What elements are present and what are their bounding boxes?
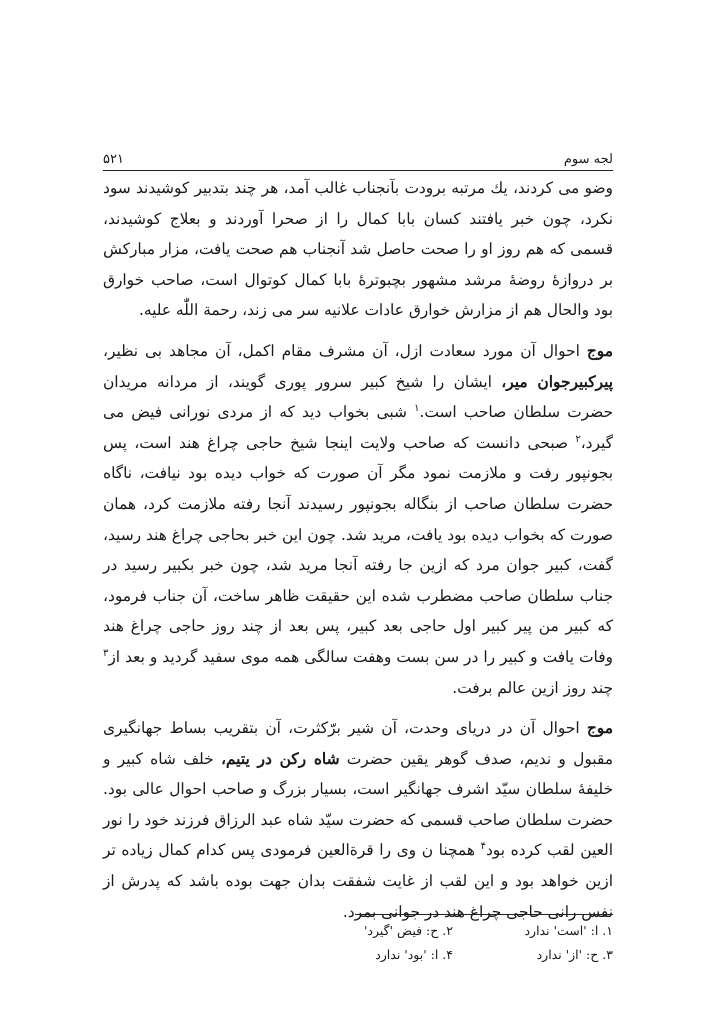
paragraph-text: احوال آن در دریای وحدت، آن شیر برّکثرت، آن بتقریب بساط جهانگیری مقبول و ندیم، صدف گوهر یقین حضرت (103, 719, 613, 768)
footnote-ref: ۳ (103, 647, 109, 659)
paragraph-text: ایشان را شیخ کبیر سرور پوری گویند، از مردانه مریدان حضرت سلطان صاحب است. (103, 372, 613, 422)
person-name: شاه رکن در یتیم، (220, 749, 340, 768)
footnote-4: ۴. ا: 'بود' ندارد (375, 947, 453, 962)
paragraph-3 (103, 713, 613, 927)
footnote-3: ۳. ح: 'از' ندارد (536, 947, 613, 962)
footnote-rule (355, 914, 613, 915)
paragraph-text: همچنا ن وی را قرةالعین فرمودی پس کدام کمال زیاده تر ازین خواهد بود و این لقب از غایت شفقت بدان جهت بوده باشد که پدرش از نفس رانی حاجی چراغ هند در جوانی بمرد. (103, 841, 613, 921)
footnote-1: ۱. ا: 'است' ندارد (524, 923, 613, 938)
page-number: ۵۲۱ (103, 152, 124, 167)
paragraph-lead: موج (586, 719, 613, 738)
paragraph-lead: موج (586, 341, 613, 360)
footnote-ref: ۴ (480, 841, 486, 853)
running-title: لجه سوم (563, 152, 613, 167)
footnote-2: ۲. ح: فیض 'گیرد' (363, 923, 453, 938)
footnote-ref: ۲ (575, 433, 581, 445)
footnote-row (103, 919, 613, 943)
paragraph-text: چند روز ازین عالم برفت. (452, 678, 613, 697)
paragraph-text: شبی بخواب دید که از مردی نورانی فیض می گیرد، (103, 403, 613, 452)
footnote-ref: ۱ (414, 403, 420, 415)
person-name: پیرکبیرجوان میر، (501, 372, 614, 391)
paragraph-text: احوال آن مورد سعادت ازل، آن مشرف مقام اکمل، آن مجاهد بی نظیر، (103, 341, 587, 360)
page-header (103, 145, 613, 171)
paragraph-text: صبحی دانست که صاحب ولایت اینجا شیخ حاجی چراغ هند است، پس بجونپور رفت و ملازمت نمود مگر آن صورت که خواب دیده بود نیافت، ناگاه حضرت سلطان صاحب از بنگاله بجونپور رسیدند آنجا رفته ملازمت کرد، همان صورت که بخواب دیده بود یافت، مرید شد. چون این خبر بحاجی چراغ هند رسید، گفت، کبیر جوان مرد که ازین جا رفته آنجا مرید شد، چون خبر بکبیر رسید در جناب سلطان صاحب مضطرب شده این حقیقت ظاهر ساخت، آن جناب فرمود، که کبیر من پیر کبیر اول حاجی بعد کبیر، پس بعد از چند روز حاجی چراغ هند وفات یافت و کبیر را در سن بست وهفت سالگی همه موی سفید گردید و بعد از (103, 433, 613, 666)
paragraph-2 (103, 336, 613, 703)
paragraph-text: خلف شاه کبیر و خلیفهٔ سلطان سیّد اشرف جهانگیر است، بسیار بزرگ و صاحب احوال عالی بود. حضرت سلطان صاحب قسمی که حضرت سیّد شاه عبد الرزاق فرزند خود را نور العین لقب کرده بود (103, 749, 613, 860)
footnotes (103, 919, 613, 967)
paragraph-1: وضو می کردند، یك مرتبه برودت بآنجناب غالب آمد، هر چند بتدبیر کوشیدند سود نکرد، چون خبر یافتند کسان بابا کمال را از صحرا آوردند و بعلاج کوشیدند، قسمی که هم روز او را صحت حاصل شد آنجناب هم صحت یافت، مزار مبارکش بر دروازهٔ روضهٔ مرشد مشهور بچبوترهٔ بابا کمال کوتوال است، صاحب خوارق بود والحال هم از مزارش خوارق عادات علانیه سر می زند، رحمة اللّٰه علیه. (103, 179, 613, 320)
footnote-row (103, 943, 613, 967)
main-text (103, 173, 613, 927)
